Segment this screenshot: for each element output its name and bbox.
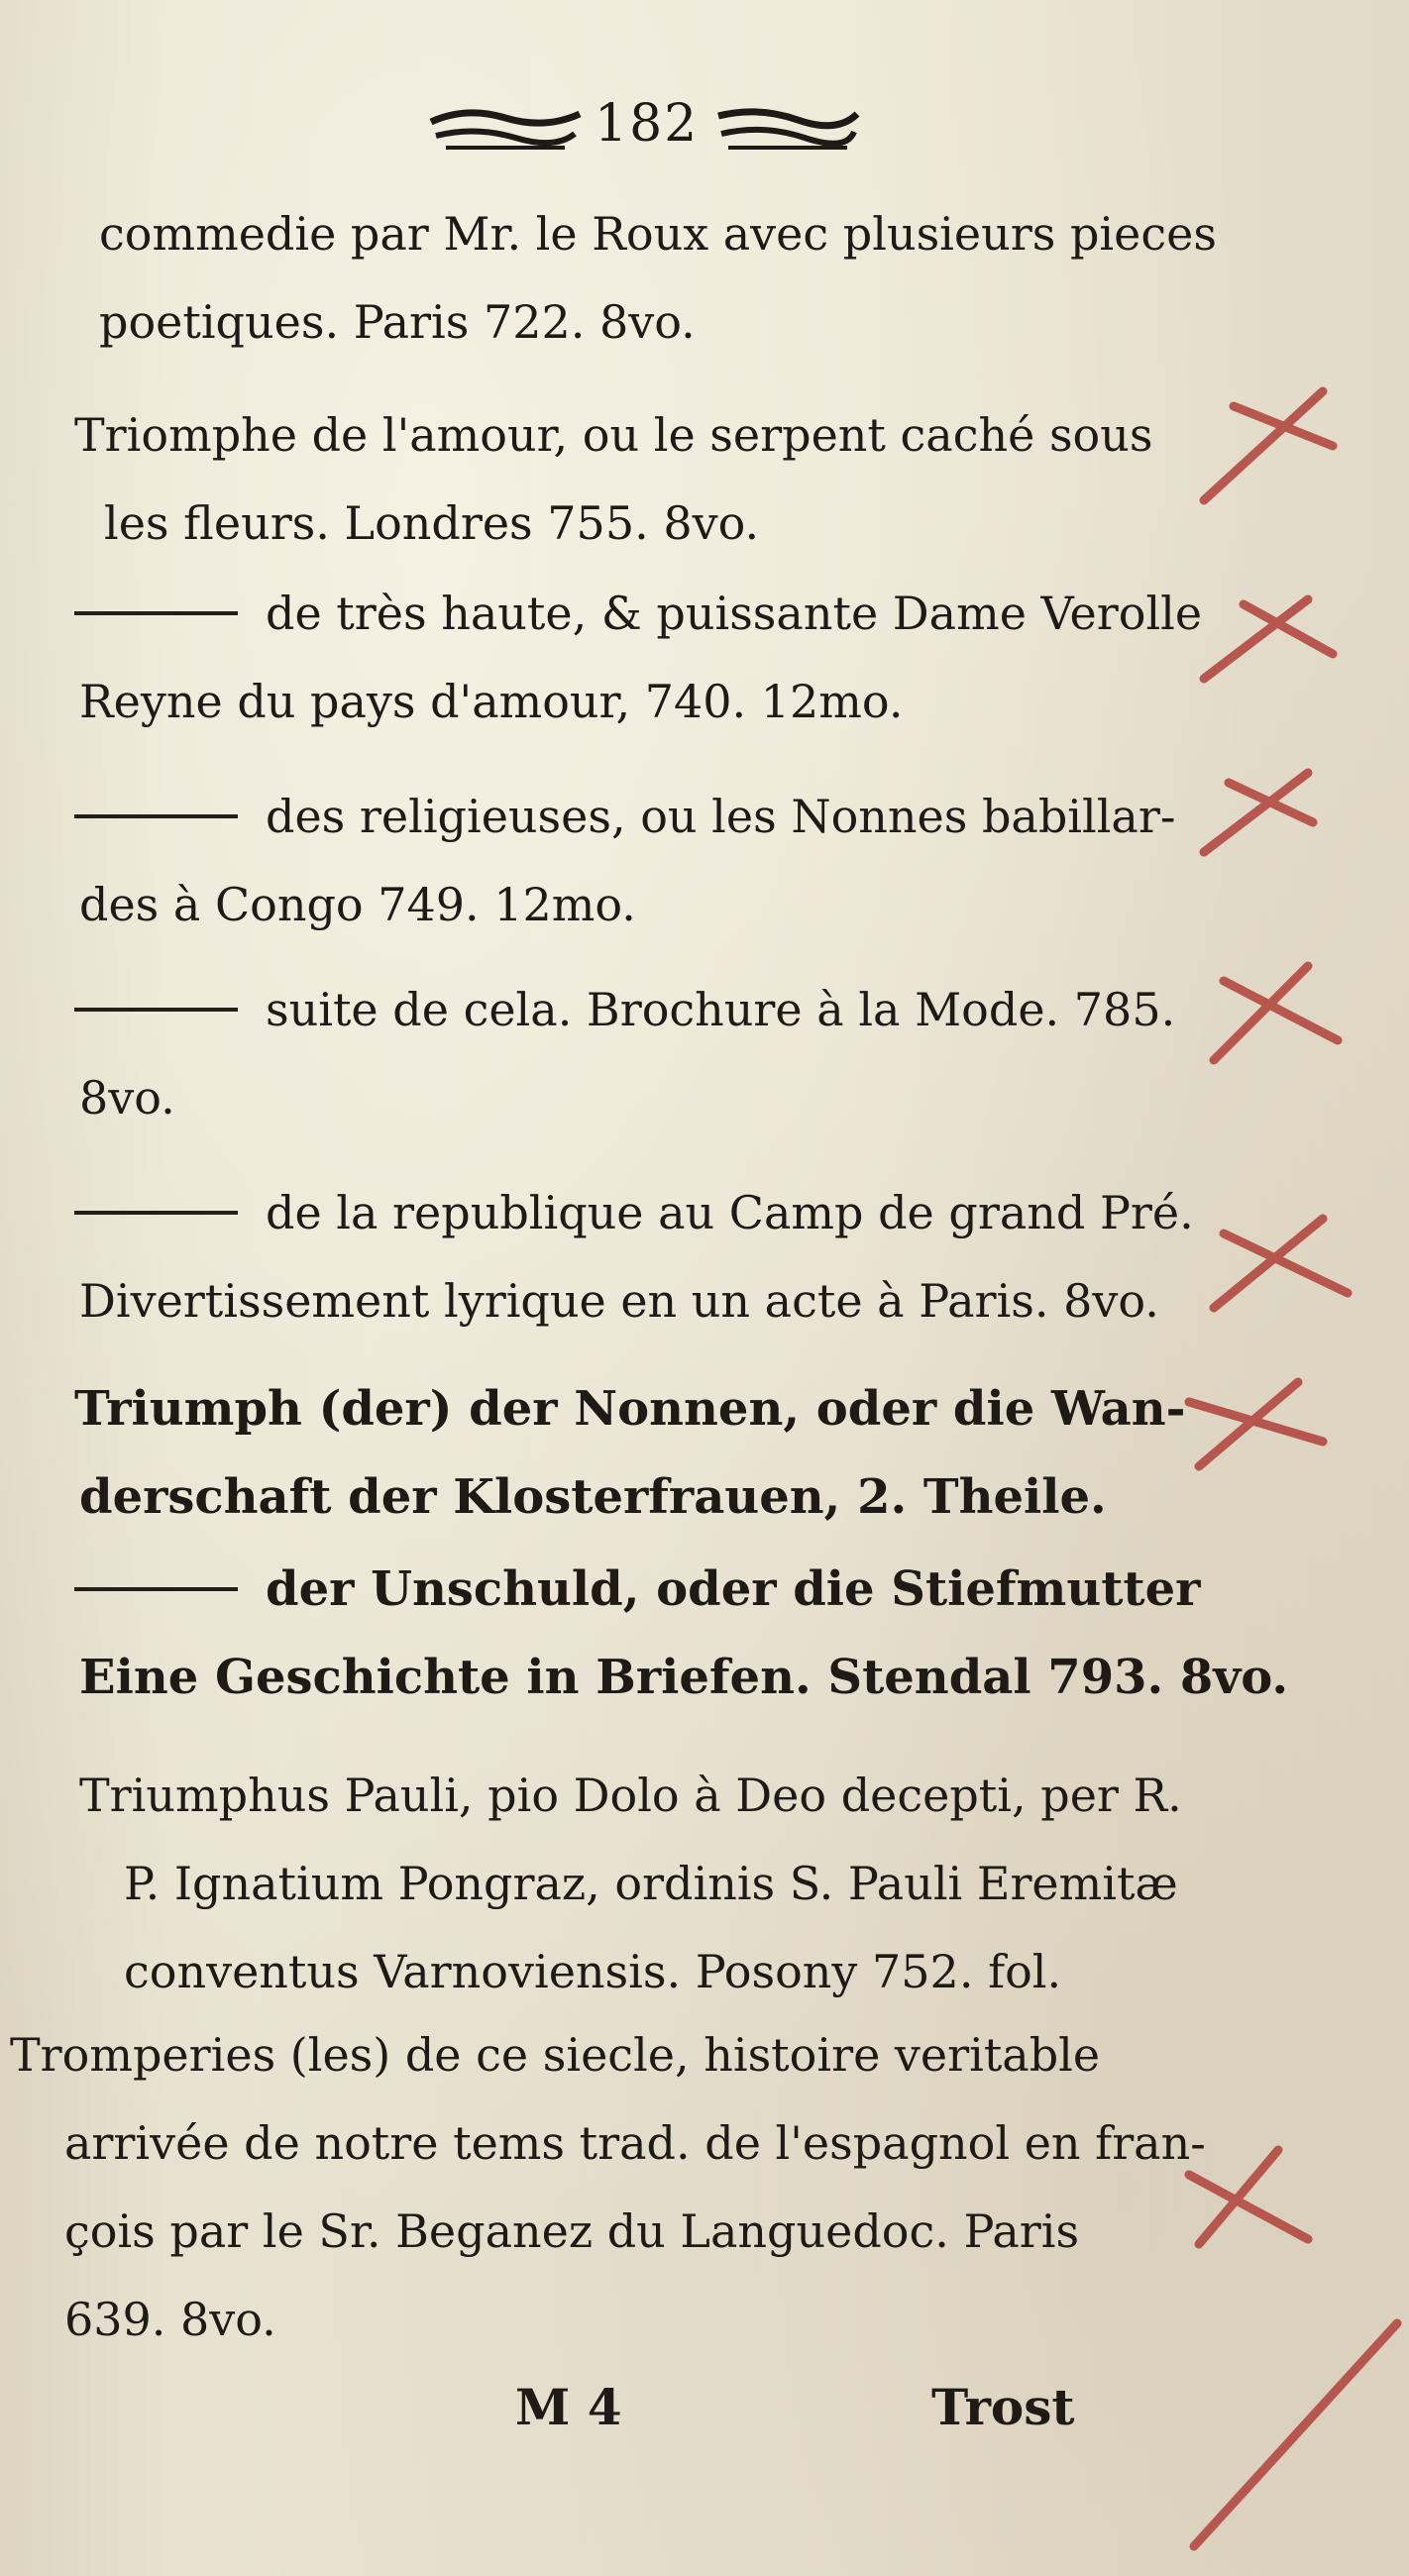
entry-line: les fleurs. Londres 755. 8vo.: [104, 496, 760, 550]
entry-line: des religieuses, ou les Nonnes babillar-: [74, 773, 1144, 861]
x-mark-icon: [1214, 1219, 1348, 1308]
entry-line: çois par le Sr. Beganez du Languedoc. Paris: [64, 2204, 1080, 2258]
catalog-entry: [74, 190, 1217, 367]
entry-line: Triumphus Pauli, pio Dolo à Deo decepti, per R.: [79, 1769, 1182, 1822]
left-ornament-icon: [426, 104, 585, 154]
entry-line: des à Congo 749. 12mo.: [79, 878, 636, 931]
entry-line: Eine Geschichte in Briefen. Stendal 793. 8vo.: [79, 1650, 1289, 1705]
catalog-entry: [74, 570, 1203, 746]
entry-line: derschaft der Klosterfrauen, 2. Theile.: [79, 1469, 1107, 1525]
ditto-dash: [74, 1211, 238, 1215]
catalog-entry: [74, 773, 1176, 949]
catalog-entry: [74, 1365, 1186, 1542]
x-mark-icon: [1189, 1382, 1323, 1466]
entry-line: 8vo.: [79, 1071, 175, 1125]
catalog-entry: [74, 391, 1153, 568]
entry-line: poetiques. Paris 722. 8vo.: [99, 295, 696, 349]
ditto-dash: [74, 814, 238, 818]
entry-line: P. Ignatium Pongraz, ordinis S. Pauli Eremitæ: [124, 1857, 1178, 1910]
x-mark-icon: [1214, 966, 1338, 1060]
page-footer: [0, 2378, 1409, 2447]
x-mark-icon: [1204, 773, 1313, 852]
x-mark-icon: [1204, 599, 1333, 679]
page-number: 182: [595, 94, 700, 154]
entry-line: de très haute, & puissante Dame Verolle: [74, 570, 1144, 658]
entry-line: arrivée de notre tems trad. de l'espagnol en fran-: [64, 2116, 1206, 2170]
entry-line: Divertissement lyrique en un acte à Paris. 8vo.: [79, 1274, 1159, 1328]
signature-mark: M 4: [515, 2378, 622, 2436]
page-header: [0, 94, 1409, 163]
ditto-dash: [74, 1008, 238, 1012]
entry-line: commedie par Mr. le Roux avec plusieurs pieces: [99, 207, 1217, 261]
right-ornament-icon: [713, 104, 862, 154]
entry-line: 639. 8vo.: [64, 2293, 276, 2346]
entry-line: Triumph (der) der Nonnen, oder die Wan-: [74, 1381, 1186, 1437]
ditto-dash: [74, 611, 238, 615]
catalog-entry: [74, 1546, 1289, 1722]
catalog-entry: [74, 1752, 1182, 2016]
catalog-entry: [74, 966, 1176, 1142]
ditto-dash: [74, 1587, 238, 1591]
entry-line: de la republique au Camp de grand Pré.: [74, 1169, 1144, 1257]
entry-line: Reyne du pays d'amour, 740. 12mo.: [79, 675, 904, 728]
entry-line: der Unschuld, oder die Stiefmutter: [74, 1546, 1144, 1634]
x-mark-icon: [1204, 391, 1333, 500]
catalog-entry: [74, 1169, 1194, 1345]
entry-line: suite de cela. Brochure à la Mode. 785.: [74, 966, 1144, 1054]
entry-line: Tromperies (les) de ce siecle, histoire veritable: [10, 2028, 1101, 2082]
entry-line: conventus Varnoviensis. Posony 752. fol.: [124, 1945, 1062, 1998]
catalog-entry: [10, 2011, 1206, 2364]
catchword: Trost: [931, 2378, 1075, 2436]
entry-line: Triomphe de l'amour, ou le serpent caché sous: [74, 408, 1153, 462]
x-mark-icon: [1189, 2150, 1308, 2244]
